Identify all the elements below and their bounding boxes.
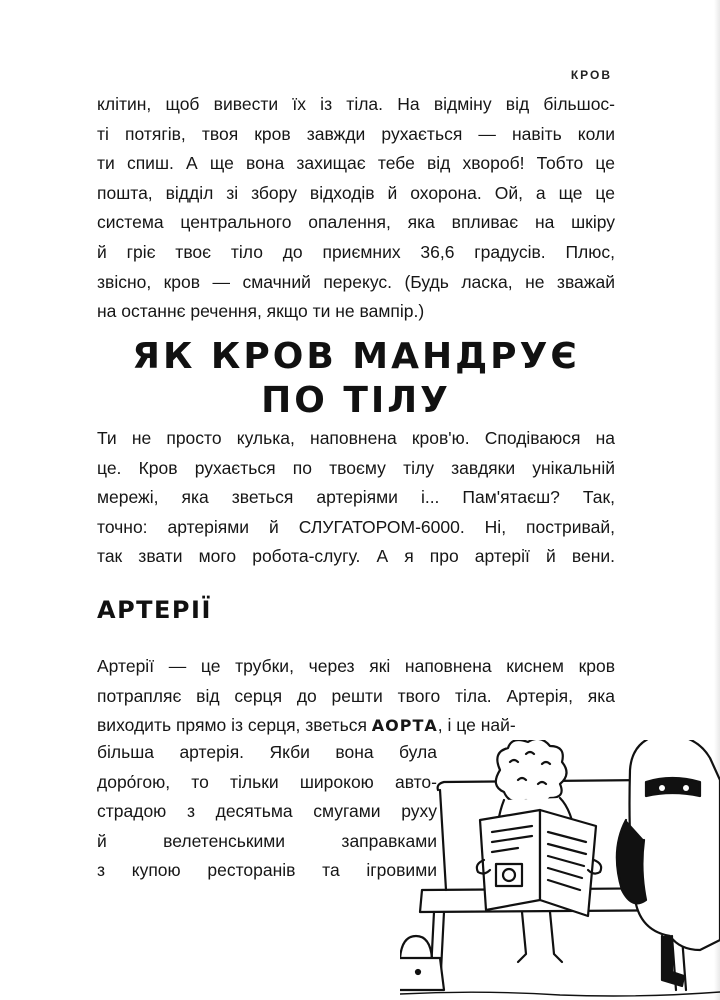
text-line: страдою з десятьма смугами руху (97, 801, 437, 822)
text-line: система центрального опалення, яка впливає на шкіру (97, 212, 615, 233)
paragraph-3 (97, 652, 615, 741)
text-line: більша артерія. Якби вона була (97, 742, 437, 762)
text-line: це. Кров рухається по твоєму тілу завдяки унікальній (97, 457, 615, 478)
text-line: й гріє твоє тіло до приємних 36,6 градусів. Плюс, (97, 241, 615, 262)
text-line: клітин, щоб вивести їх із тіла. На відміну від більшос- (97, 94, 615, 114)
reader-legs (518, 912, 562, 962)
text-line: пошта, відділ зі збору відходів й охорона. Ой, а ще це (97, 182, 615, 203)
text-line: доро́гою, то тільки широкою авто- (97, 771, 437, 792)
text-line: з купою ресторанів та ігровими (97, 860, 437, 881)
handbag (400, 936, 444, 990)
text-line: так звати мого робота-слугу. А я про артерії й вени. (97, 546, 615, 567)
newspaper (477, 810, 601, 916)
text-fragment: , і це най- (437, 715, 516, 736)
paragraph-2 (97, 424, 615, 572)
section-heading (97, 335, 615, 423)
text-line: мережі, яка зветься артеріями і... Пам'ятаєш? Так, (97, 487, 615, 508)
text-line: на останнє речення, якщо ти не вампір.) (97, 301, 425, 322)
bench-illustration (400, 740, 720, 1000)
running-head: КРОВ (570, 68, 612, 82)
section-heading-line: ПО ТІЛУ (261, 380, 451, 421)
section-heading-line: ЯК КРОВ МАНДРУЄ (132, 336, 580, 377)
text-line: звісно, кров — смачний перекус. (Будь ласка, не зважай (97, 271, 615, 292)
text-line (97, 711, 615, 741)
text-line: Ти не просто кулька, наповнена кров'ю. Сподіваюся на (97, 428, 615, 448)
ground-line (400, 992, 720, 996)
text-line: ті потягів, твоя кров завжди рухається — навіть коли (97, 123, 615, 144)
text-fragment: виходить прямо із серця, зветься (97, 715, 372, 736)
subsection-heading: АРТЕРІЇ (97, 596, 212, 624)
text-line: й велетенськими заправками (97, 830, 437, 851)
paragraph-1 (97, 90, 615, 327)
text-line: Артерії — це трубки, через які наповнена киснем кров (97, 656, 615, 676)
text-line: потрапляє від серця до решти твого тіла. Артерія, яка (97, 685, 615, 706)
text-line: точно: артеріями й СЛУГАТОРОМ-6000. Ні, постривай, (97, 516, 615, 537)
paragraph-3-wrapped (97, 738, 437, 886)
text-line: ти спиш. А ще вона захищає тебе від хвороб! Тобто це (97, 153, 615, 174)
masked-character (617, 740, 720, 986)
aorta-term: АОРТА (371, 716, 438, 736)
